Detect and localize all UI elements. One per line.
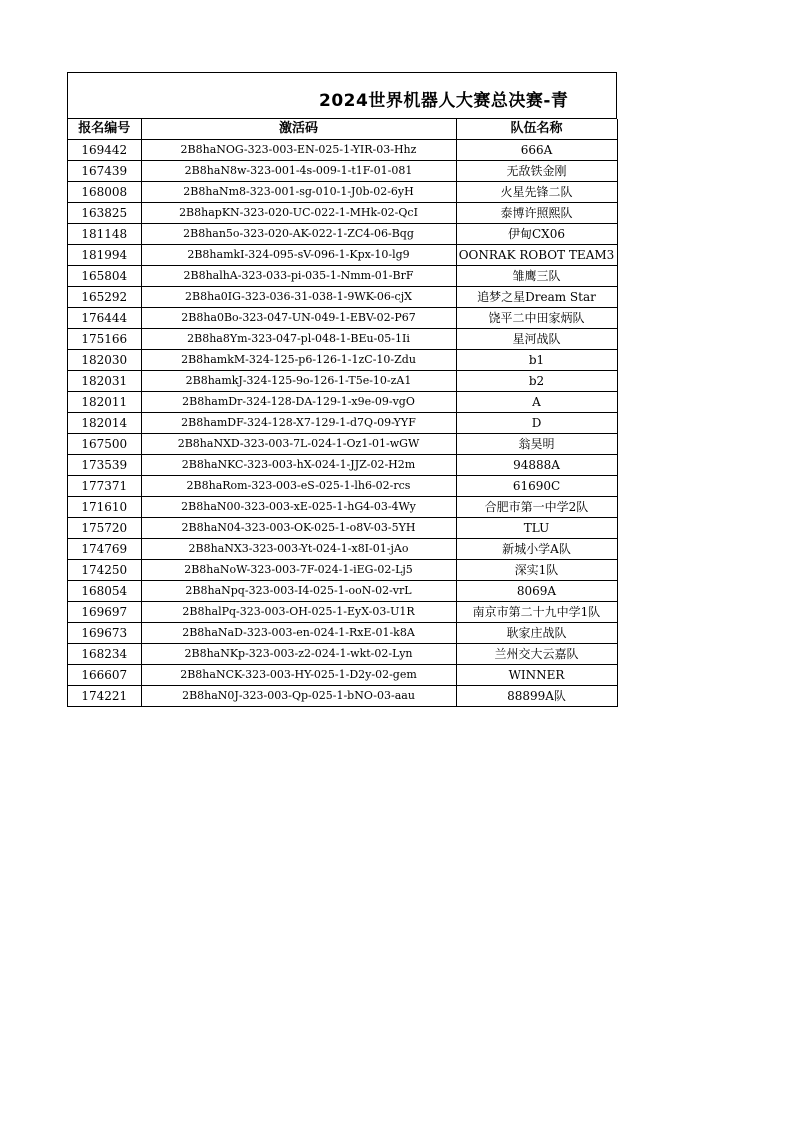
table-row (68, 581, 617, 602)
spreadsheet (67, 72, 617, 707)
cell-id: 165292 (68, 287, 141, 308)
cell-id: 177371 (68, 476, 141, 497)
header-id: 报名编号 (68, 119, 141, 140)
table-row (68, 434, 617, 455)
cell-code: 2B8ha0Bo-323-047-UN-049-1-EBV-02-P67 (141, 308, 456, 329)
cell-id: 173539 (68, 455, 141, 476)
cell-code: 2B8hamkI-324-095-sV-096-1-Kpx-10-lg9 (141, 245, 456, 266)
table-row (68, 350, 617, 371)
table-row (68, 245, 617, 266)
cell-code: 2B8hapKN-323-020-UC-022-1-MHk-02-QcI (141, 203, 456, 224)
cell-team: 新城小学A队 (456, 539, 617, 560)
cell-code: 2B8haNKp-323-003-z2-024-1-wkt-02-Lyn (141, 644, 456, 665)
cell-id: 165804 (68, 266, 141, 287)
table-row (68, 371, 617, 392)
cell-team: 南京市第二十九中学1队 (456, 602, 617, 623)
cell-team: 翁昊明 (456, 434, 617, 455)
cell-code: 2B8haN8w-323-001-4s-009-1-t1F-01-081 (141, 161, 456, 182)
cell-team: 星河战队 (456, 329, 617, 350)
cell-code: 2B8haN04-323-003-OK-025-1-o8V-03-5YH (141, 518, 456, 539)
cell-id: 167439 (68, 161, 141, 182)
table-row (68, 392, 617, 413)
cell-team: 泰博许照熙队 (456, 203, 617, 224)
cell-id: 175720 (68, 518, 141, 539)
cell-code: 2B8hamkM-324-125-p6-126-1-1zC-10-Zdu (141, 350, 456, 371)
cell-code: 2B8haNCK-323-003-HY-025-1-D2y-02-gem (141, 665, 456, 686)
table-row (68, 224, 617, 245)
cell-team: D (456, 413, 617, 434)
cell-code: 2B8haNOG-323-003-EN-025-1-YIR-03-Hhz (141, 140, 456, 161)
table-row (68, 539, 617, 560)
cell-id: 182011 (68, 392, 141, 413)
table-row (68, 686, 617, 707)
cell-team: 8069A (456, 581, 617, 602)
cell-id: 174221 (68, 686, 141, 707)
cell-team: 94888A (456, 455, 617, 476)
table-row (68, 665, 617, 686)
cell-id: 166607 (68, 665, 141, 686)
cell-id: 176444 (68, 308, 141, 329)
cell-id: 168234 (68, 644, 141, 665)
cell-code: 2B8haRom-323-003-eS-025-1-lh6-02-rcs (141, 476, 456, 497)
cell-team: b1 (456, 350, 617, 371)
cell-team: 深实1队 (456, 560, 617, 581)
header-code: 激活码 (141, 119, 456, 140)
cell-team: 火星先锋二队 (456, 182, 617, 203)
cell-code: 2B8halPq-323-003-OH-025-1-EyX-03-U1R (141, 602, 456, 623)
cell-id: 163825 (68, 203, 141, 224)
cell-id: 174250 (68, 560, 141, 581)
table-row (68, 560, 617, 581)
cell-team: 666A (456, 140, 617, 161)
cell-id: 169442 (68, 140, 141, 161)
table-row (68, 182, 617, 203)
table-row (68, 308, 617, 329)
header-team: 队伍名称 (456, 119, 617, 140)
cell-code: 2B8hamDF-324-128-X7-129-1-d7Q-09-YYF (141, 413, 456, 434)
header-row (68, 119, 617, 140)
title-row (68, 73, 617, 119)
table-row (68, 413, 617, 434)
cell-id: 182014 (68, 413, 141, 434)
table-body (68, 140, 617, 707)
cell-code: 2B8han5o-323-020-AK-022-1-ZC4-06-Bqg (141, 224, 456, 245)
table-row (68, 476, 617, 497)
cell-code: 2B8haNm8-323-001-sg-010-1-J0b-02-6yH (141, 182, 456, 203)
cell-team: 合肥市第一中学2队 (456, 497, 617, 518)
table-row (68, 455, 617, 476)
table-row (68, 161, 617, 182)
cell-team: 耿家庄战队 (456, 623, 617, 644)
cell-team: 追梦之星Dream Star (456, 287, 617, 308)
cell-code: 2B8haNX3-323-003-Yt-024-1-x8I-01-jAo (141, 539, 456, 560)
cell-team: 无敌铁金刚 (456, 161, 617, 182)
cell-code: 2B8haNXD-323-003-7L-024-1-Oz1-01-wGW (141, 434, 456, 455)
cell-code: 2B8ha0IG-323-036-31-038-1-9WK-06-cjX (141, 287, 456, 308)
cell-id: 169697 (68, 602, 141, 623)
registration-table (68, 119, 618, 707)
cell-id: 171610 (68, 497, 141, 518)
cell-team: 61690C (456, 476, 617, 497)
cell-team: A (456, 392, 617, 413)
table-row (68, 518, 617, 539)
table-row (68, 287, 617, 308)
cell-id: 167500 (68, 434, 141, 455)
table-row (68, 266, 617, 287)
cell-id: 168008 (68, 182, 141, 203)
cell-code: 2B8haNoW-323-003-7F-024-1-iEG-02-Lj5 (141, 560, 456, 581)
table-row (68, 329, 617, 350)
cell-id: 168054 (68, 581, 141, 602)
cell-code: 2B8hamDr-324-128-DA-129-1-x9e-09-vgO (141, 392, 456, 413)
cell-id: 174769 (68, 539, 141, 560)
cell-code: 2B8haN0J-323-003-Qp-025-1-bNO-03-aau (141, 686, 456, 707)
cell-team: 雏鹰三队 (456, 266, 617, 287)
cell-id: 181994 (68, 245, 141, 266)
cell-code: 2B8halhA-323-033-pi-035-1-Nmm-01-BrF (141, 266, 456, 287)
cell-team: 兰州交大云嘉队 (456, 644, 617, 665)
cell-team: 伊甸CX06 (456, 224, 617, 245)
cell-id: 182031 (68, 371, 141, 392)
cell-id: 169673 (68, 623, 141, 644)
page-title: 2024世界机器人大赛总决赛-青 (319, 91, 569, 111)
cell-code: 2B8haN00-323-003-xE-025-1-hG4-03-4Wy (141, 497, 456, 518)
cell-code: 2B8hamkJ-324-125-9o-126-1-T5e-10-zA1 (141, 371, 456, 392)
cell-code: 2B8haNaD-323-003-en-024-1-RxE-01-k8A (141, 623, 456, 644)
table-row (68, 602, 617, 623)
cell-id: 181148 (68, 224, 141, 245)
table-row (68, 140, 617, 161)
cell-team: 88899A队 (456, 686, 617, 707)
cell-code: 2B8haNpq-323-003-I4-025-1-ooN-02-vrL (141, 581, 456, 602)
cell-team: 饶平二中田家炳队 (456, 308, 617, 329)
cell-id: 175166 (68, 329, 141, 350)
cell-code: 2B8haNKC-323-003-hX-024-1-JJZ-02-H2m (141, 455, 456, 476)
cell-team: OONRAK ROBOT TEAM3 (456, 245, 617, 266)
cell-team: TLU (456, 518, 617, 539)
cell-id: 182030 (68, 350, 141, 371)
table-row (68, 623, 617, 644)
table-row (68, 644, 617, 665)
cell-team: b2 (456, 371, 617, 392)
table-row (68, 203, 617, 224)
table-row (68, 497, 617, 518)
cell-team: WINNER (456, 665, 617, 686)
cell-code: 2B8ha8Ym-323-047-pl-048-1-BEu-05-1Ii (141, 329, 456, 350)
